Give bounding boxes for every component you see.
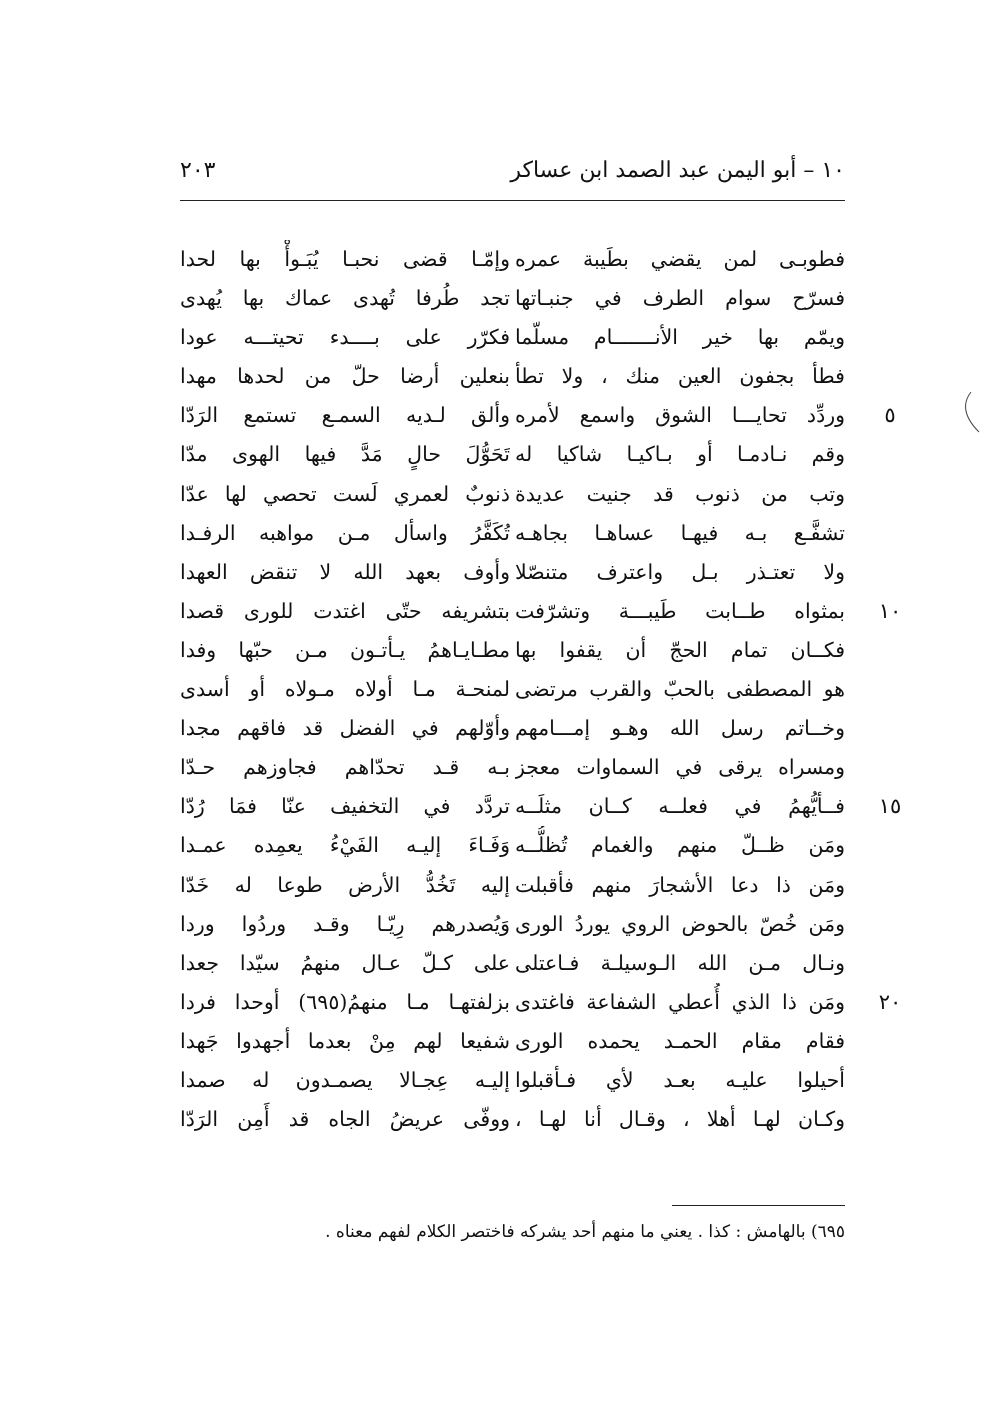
verse-line: [180, 905, 845, 944]
chapter-title: ١٠ – أبو اليمن عبد الصمد ابن عساكر: [510, 158, 845, 183]
verse-first-hemistich: بمثواه طــابت طَيبـــة وتشرّفت: [515, 598, 845, 623]
verse-second-hemistich: تجد طُرفا تُهدى عماك بها يُهدى: [180, 286, 510, 311]
verse-second-hemistich: وَفَـاءَ إليـه الفَيْءُ يعمِده عمـدا: [180, 833, 510, 858]
verse-line: [180, 435, 845, 474]
verse-first-hemistich: ومَن خُصّ بالحوض الروي يوردُ الورى: [515, 911, 845, 936]
verse-first-hemistich: تشفَّـع بـه فيهـا عساهـا بجاهـه: [515, 520, 845, 545]
footnote: ٦٩٥) بالهامش : كذا . يعني ما منهم أحد يشركه فاختصر الكلام لفهم معناه .: [325, 1222, 845, 1242]
verse-first-hemistich: وقم نـادمـا أو بـاكيـا شاكيا له: [515, 442, 845, 467]
verse-number: ١٥: [878, 794, 902, 819]
verse-second-hemistich: ووفّى عريضُ الجاه قد أَمِن الرَدّا: [180, 1107, 510, 1132]
poem-body: [180, 240, 902, 1139]
verse-first-hemistich: ولا تعتـذر بـل واعترف متنصّلا: [515, 559, 845, 584]
verse-number: ٥: [884, 403, 896, 428]
page-header: [180, 158, 845, 194]
verse-first-hemistich: ومَن ظــلّ منهم والغمام تُظلُّــه: [515, 833, 845, 858]
verse-line: [180, 318, 845, 357]
verse-first-hemistich: ومَن ذا الذي أُعطي الشفاعة فاغتدى: [515, 989, 845, 1014]
verse-first-hemistich: فكــان تمام الحجّ أن يقفوا بها: [515, 637, 845, 662]
verse-line: [180, 983, 902, 1022]
verse-line: [180, 866, 845, 905]
verse-line: [180, 240, 845, 279]
verse-first-hemistich: وردِّد تحايـــا الشوق واسمع لأمره: [515, 403, 845, 428]
verse-line: [180, 475, 845, 514]
verse-first-hemistich: وخــاتم رسل الله وهـو إمـــامهم: [515, 716, 845, 741]
header-divider: [180, 200, 845, 201]
verse-line: [180, 631, 845, 670]
verse-second-hemistich: لمنحـة مـا أولاه مـولاه أو أسدى: [180, 677, 510, 702]
verse-second-hemistich: وأوّلهم في الفضل قد فاقهم مجدا: [180, 716, 510, 741]
verse-line: [180, 357, 845, 396]
verse-line: [180, 1061, 845, 1100]
verse-first-hemistich: هو المصطفى بالحبّ والقرب مرتضى: [515, 677, 845, 702]
verse-first-hemistich: أحيلوا عليـه بعـد لأي فـأقبلوا: [515, 1067, 845, 1092]
verse-first-hemistich: فطأ بجفون العين منك ، ولا تطأ: [515, 364, 845, 389]
footnote-divider: [672, 1205, 845, 1206]
verse-line: [180, 553, 845, 592]
verse-line: [180, 1022, 845, 1061]
verse-line: [180, 709, 845, 748]
verse-second-hemistich: تردَّد في التخفيف عنّا فمَا رُدّا: [180, 794, 510, 819]
verse-second-hemistich: شفيعا لهم مِنْ بعدما أجهدوا جَهدا: [180, 1028, 510, 1053]
verse-number: ١٠: [878, 598, 902, 623]
verse-line: [180, 396, 896, 435]
verse-second-hemistich: وإمّـا قضى نحبـا يُبَـوأْ بها لحدا: [180, 247, 510, 271]
verse-first-hemistich: ومسراه يرقى في السماوات معجز: [515, 755, 845, 780]
verse-line: [180, 670, 845, 709]
verse-second-hemistich: إليه تَخُدُّ الأرض طوعا له خَدّا: [180, 872, 510, 897]
verse-first-hemistich: ويمّم بها خير الأنـــــــام مسلّما: [515, 325, 845, 350]
verse-second-hemistich: تُكَفَّرُ واسأل مـن مواهبه الرفـدا: [180, 520, 510, 545]
verse-first-hemistich: فطوبـى لمن يقضي بطَيبة عمره: [515, 247, 845, 271]
verse-second-hemistich: وأوف بعهد الله لا تنقض العهدا: [180, 559, 510, 584]
verse-line: [180, 944, 845, 983]
verse-line: [180, 1100, 845, 1139]
verse-line: [180, 826, 845, 865]
verse-line: [180, 787, 902, 826]
verse-first-hemistich: فسرّح سوام الطرف في جنبـاتها: [515, 286, 845, 311]
verse-first-hemistich: وكـان لهـا أهلا ، وقـال أنا لهـا ،: [515, 1107, 845, 1132]
verse-first-hemistich: وتب من ذنوب قد جنيت عديدة: [515, 481, 845, 506]
verse-number: ٢٠: [878, 989, 902, 1014]
verse-line: [180, 279, 845, 318]
verse-second-hemistich: بتشريفه حتّى اغتدت للورى قصدا: [180, 598, 510, 623]
verse-line: [180, 748, 845, 787]
verse-second-hemistich: بـه قـد تحدّاهم فجاوزهم حـدّا: [180, 755, 510, 780]
verse-second-hemistich: بنعلين أرضا حلّ من لحدها مهدا: [180, 364, 510, 389]
verse-line: [180, 514, 845, 553]
verse-second-hemistich: فكرّر على بــــدء تحيتـــه عودا: [180, 325, 510, 350]
verse-second-hemistich: تَحَوُّلَ حالٍ مَدَّ فيها الهوى مدّا: [180, 442, 510, 467]
verse-second-hemistich: إليـه عِجـالا يصمـدون له صمدا: [180, 1067, 510, 1092]
verse-second-hemistich: على كـلّ عـال منهمُ سيّدا جعدا: [180, 950, 510, 975]
verse-second-hemistich: ذنوبٌ لعمري لَست تحصي لها عدّا: [180, 481, 510, 506]
verse-second-hemistich: بزلفتهـا مـا منهمُ(٦٩٥) أوحدا فردا: [180, 989, 510, 1014]
verse-second-hemistich: مطـايـاهمُ يـأتـون مـن حبّها وفدا: [180, 637, 510, 662]
verse-first-hemistich: فــأيُّهمُ في فعلــه كــان مثلَــه: [515, 794, 845, 819]
verse-first-hemistich: ومَن ذا دعا الأشجارَ منهم فأقبلت: [515, 872, 845, 897]
verse-second-hemistich: وَيُصدرهم رِيّـا وقـد وردُوا وردا: [180, 911, 510, 936]
verse-first-hemistich: فقام مقام الحمـد يحمده الورى: [515, 1028, 845, 1053]
verse-second-hemistich: وألق لـديه السمـع تستمع الرَدّا: [180, 403, 510, 428]
margin-bracket-mark: [955, 388, 985, 438]
verse-first-hemistich: ونـال مـن الله الـوسيلـة فـاعتلى: [515, 950, 845, 975]
verse-line: [180, 592, 902, 631]
page-number: ٢٠٣: [180, 158, 216, 183]
